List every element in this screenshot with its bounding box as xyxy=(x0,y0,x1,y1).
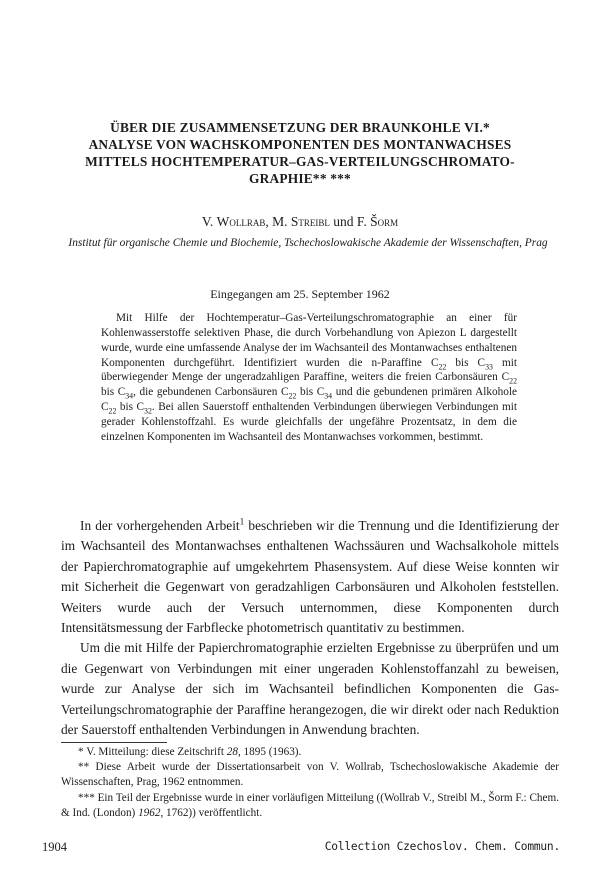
page-number: 1904 xyxy=(42,840,67,854)
received-date: Eingegangen am 25. September 1962 xyxy=(210,287,390,301)
abstract-text: , die gebundenen Carbonsäuren C xyxy=(133,386,289,399)
author-2-name: Streibl xyxy=(290,214,330,229)
affiliation: Institut für organische Chemie und Biochemie, Tschechoslowakische Akademie der Wissenschaften, Prag xyxy=(68,237,548,249)
paragraph-text: In der vorhergehenden Arbeit xyxy=(80,518,240,533)
abstract-text: bis C xyxy=(296,386,325,399)
footnote-divider xyxy=(61,742,167,743)
footnote-text: * V. Mitteilung: diese Zeitschrift xyxy=(78,746,227,758)
title-line-2: ANALYSE VON WACHSKOMPONENTEN DES MONTANWACHSES xyxy=(88,137,512,152)
reference-marker: 1 xyxy=(239,517,245,528)
subscript: 22 xyxy=(509,376,517,386)
abstract-text: bis C xyxy=(101,386,126,399)
subscript: 34 xyxy=(324,391,333,401)
body-text xyxy=(61,516,559,740)
abstract-text: bis C xyxy=(116,401,145,414)
subscript: 22 xyxy=(108,406,117,416)
author-separator-2: und xyxy=(329,214,357,229)
title-line-3: MITTELS HOCHTEMPERATUR–GAS-VERTEILUNGSCHROMATO- xyxy=(85,154,515,169)
footnotes xyxy=(61,745,559,821)
abstract-text: mit überwiegender Menge der ungeradzahligen Paraffine, weiters die freien Carbonsäuren C xyxy=(101,356,517,384)
footnote-1 xyxy=(61,745,559,760)
footnote-2: ** Diese Arbeit wurde der Dissertationsarbeit von V. Wollrab, Tschechoslowakische Akademie der Wissenschaften, Prag, 1962 entnommen. xyxy=(61,761,559,789)
authors-line xyxy=(0,214,600,230)
article-title xyxy=(40,119,560,187)
footnote-text: , 1895 (1963). xyxy=(237,746,302,758)
paragraph-1 xyxy=(61,516,559,638)
paragraph-text: beschrieben wir die Trennung und die Identifizierung der im Wachsanteil des Montanwachses enthaltenen Wachssäuren und Wachsalkohole mittels der Papierchromatographie auf umgekehrtem Phasensystem. Auf diese Weise konnten wir mit Sicherheit die Gegenwart von geradzahligen Carbonsäuren und Alkoholen feststellen. Weiters wurde auch der Versuch unternommen, diese Komponenten durch Intensitätsmessung der Farbflecke photometrisch quantitativ zu bestimmen. xyxy=(61,518,559,636)
author-1-initial: V. xyxy=(201,214,214,229)
publication-year: 1962 xyxy=(138,806,161,819)
title-line-1: ÜBER DIE ZUSAMMENSETZUNG DER BRAUNKOHLE VI.* xyxy=(110,120,490,135)
volume-number: 28 xyxy=(226,746,238,758)
footnote-text: *** Ein Teil der Ergebnisse wurde in einer vorläufigen Mitteilung ((Wollrab V., Streibl M., Šorm F.: Chem. & Ind. (London) xyxy=(61,791,559,819)
footnote-3 xyxy=(61,791,559,821)
author-3-name: Šorm xyxy=(370,214,399,229)
author-2-initial: M. xyxy=(272,214,288,229)
subscript: 33 xyxy=(485,361,493,371)
abstract-text: und die gebundenen primären Alkohole C xyxy=(101,386,517,414)
author-separator-1: , xyxy=(265,214,273,229)
paragraph-2: Um die mit Hilfe der Papierchromatographie erzielten Ergebnisse zu überprüfen und um die Gegenwart von Verbindungen mit einer ungeraden Kohlenstoffanzahl zu beweisen, wurde zur Analyse der sich im Wachsanteil befindlichen Komponenten die Gas-Verteilungschromatographie der Paraffine herangezogen, die wir direkt oder nach Reduktion der Sauerstoff enthaltenden Verbindungen in Anwendung brachten. xyxy=(61,640,559,738)
subscript: 34 xyxy=(125,391,134,401)
abstract-text: Mit Hilfe der Hochtemperatur–Gas-Verteilungschromatographie an einer für Kohlenwasserstoffe selektiven Phase, die durch Vorbehandlung von Apiezon L dargestellt wurde, wurde eine umfassende Analyse der im Wachsanteil des Montanwachses enthaltenen Komponenten durchgeführt. Identifiziert wurden die n-Paraffine C xyxy=(101,312,517,369)
abstract-text: bis C xyxy=(446,356,486,369)
footnote-text: , 1762)) veröffentlicht. xyxy=(160,806,263,819)
subscript: 32 xyxy=(144,406,152,416)
abstract xyxy=(101,311,517,445)
subscript: 22 xyxy=(438,361,447,371)
author-1-name: Wollrab xyxy=(216,214,266,229)
author-3-initial: F. xyxy=(356,214,367,229)
subscript: 22 xyxy=(288,391,297,401)
abstract-text: . Bei allen Sauerstoff enthaltenden Verbindungen überwiegen Verbindungen mit gerader Kohlenstoffzahl. Es wurde gleichfalls der ungefähre Prozentsatz, in dem die einzelnen Komponenten im Wachsanteil des Montanwachses vorkommen, bestimmt. xyxy=(101,401,517,443)
title-line-4: GRAPHIE** *** xyxy=(249,171,351,186)
journal-name: Collection Czechoslov. Chem. Commun. xyxy=(324,840,560,853)
